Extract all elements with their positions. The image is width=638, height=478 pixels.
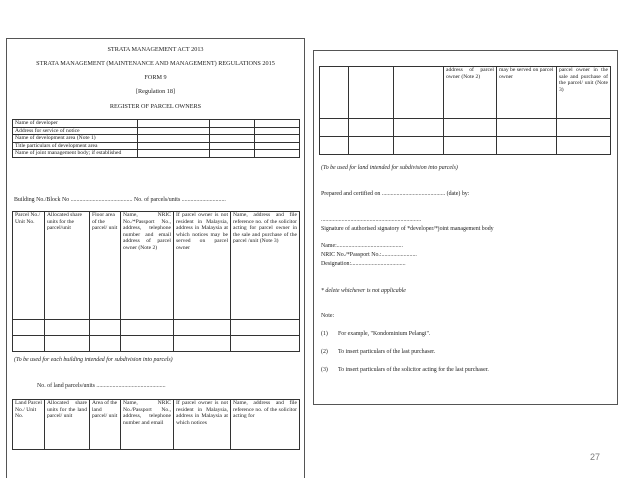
note-text: To insert particulars of the last purchaser. xyxy=(338,349,436,355)
left-document-page xyxy=(6,38,305,478)
header-cell: If parcel owner is not resident in Malaysia, address in Malaysia at which notices may be served on parcel owner xyxy=(174,212,231,320)
regulations-title: STRATA MANAGEMENT (MAINTENANCE AND MANAGEMENT) REGULATIONS 2015 xyxy=(36,60,275,67)
note-text: For example, "Kondominium Pelangi". xyxy=(338,331,431,337)
header-cell: Name, address and file reference no. of the solicitor acting for xyxy=(231,400,300,450)
field-value[interactable] xyxy=(210,142,255,150)
table-row xyxy=(13,135,300,143)
form-number: FORM 9 xyxy=(144,74,167,81)
table-cell[interactable] xyxy=(444,137,497,155)
header-cell: Area of the land parcel/ unit xyxy=(90,400,121,450)
table-header-row xyxy=(320,67,611,119)
header-cell: may be served on parcel owner xyxy=(497,67,557,119)
name-field-line: Name:............................................. xyxy=(321,243,403,249)
note-number: (3) xyxy=(321,367,328,373)
table-row xyxy=(13,142,300,150)
header-cell: If parcel owner is not resident in Malaysia, address in Malaysia at which notices xyxy=(174,400,231,450)
regulation-reference: [Regulation 18] xyxy=(135,88,175,95)
table-cell[interactable] xyxy=(90,336,121,352)
table-cell[interactable] xyxy=(13,336,45,352)
prepared-certified-line: Prepared and certified on ........................................... (date) by: xyxy=(321,191,470,197)
header-cell: Parcel No./ Unit No. xyxy=(13,212,45,320)
field-value[interactable] xyxy=(138,135,210,143)
table-cell[interactable] xyxy=(45,336,90,352)
table-cell[interactable] xyxy=(174,336,231,352)
field-value[interactable] xyxy=(255,127,300,135)
nric-field-line: NRIC No./*Passport No.:........................ xyxy=(321,252,417,258)
table-cell[interactable] xyxy=(320,137,349,155)
field-label: Address for service of notice xyxy=(13,127,138,135)
note-number: (2) xyxy=(321,349,328,355)
field-value[interactable] xyxy=(138,142,210,150)
header-cell xyxy=(320,67,349,119)
table-cell[interactable] xyxy=(320,119,349,137)
field-value[interactable] xyxy=(138,127,210,135)
signature-dotted-line: .................................................................... xyxy=(321,217,422,223)
note-heading: Note: xyxy=(321,313,335,319)
signature-label: Signature of authorised signatory of *developer/*joint management body xyxy=(321,226,494,232)
field-label: Title particulars of development area xyxy=(13,142,138,150)
field-value[interactable] xyxy=(210,135,255,143)
field-value[interactable] xyxy=(255,150,300,158)
table-cell[interactable] xyxy=(121,336,174,352)
delete-note: * delete whichever is not applicable xyxy=(321,288,406,294)
field-label: Name of developer xyxy=(13,120,138,128)
table-cell[interactable] xyxy=(557,119,611,137)
building-block-line: Building No./Block No .......................................... No. of parcels/units .............................. xyxy=(14,197,226,203)
field-value[interactable] xyxy=(210,120,255,128)
table-cell[interactable] xyxy=(394,137,444,155)
table-cell[interactable] xyxy=(231,320,300,336)
header-cell: Allocated share units for the land parcel/ unit xyxy=(45,400,90,450)
parcel-register-table xyxy=(12,211,300,352)
table-cell[interactable] xyxy=(45,320,90,336)
table-cell[interactable] xyxy=(557,137,611,155)
note-number: (1) xyxy=(321,331,328,337)
field-value[interactable] xyxy=(138,150,210,158)
table-row xyxy=(320,119,611,137)
field-value[interactable] xyxy=(210,127,255,135)
note-text: To insert particulars of the solicitor acting for the last purchaser. xyxy=(338,367,489,373)
table-row xyxy=(13,127,300,135)
header-cell: Name, NRIC No./Passport No., address, telephone number and email xyxy=(121,400,174,450)
header-cell: parcel owner in the sale and purchase of the parcel/ unit (Note 3) xyxy=(557,67,611,119)
table-cell[interactable] xyxy=(444,119,497,137)
land-usage-note: (To be used for land intended for subdivision into parcels) xyxy=(321,165,458,171)
field-label: Name of development area (Note 1) xyxy=(13,135,138,143)
header-cell: Allocated share units for the parcel/unit xyxy=(45,212,90,320)
designation-field-line: Designation:..................................... xyxy=(321,261,406,267)
slide-page-number: 27 xyxy=(589,452,600,462)
table-cell[interactable] xyxy=(349,137,394,155)
field-value[interactable] xyxy=(138,120,210,128)
right-document-page xyxy=(313,50,618,405)
register-title: REGISTER OF PARCEL OWNERS xyxy=(109,103,202,110)
field-label: Name of joint management body; if established xyxy=(13,150,138,158)
table-cell[interactable] xyxy=(394,119,444,137)
table-cell[interactable] xyxy=(349,119,394,137)
field-value[interactable] xyxy=(255,120,300,128)
field-value[interactable] xyxy=(255,142,300,150)
parcel-register-table-continued xyxy=(319,66,611,155)
table-cell[interactable] xyxy=(13,320,45,336)
table-cell[interactable] xyxy=(497,119,557,137)
header-cell xyxy=(394,67,444,119)
table-cell[interactable] xyxy=(90,320,121,336)
header-cell xyxy=(349,67,394,119)
table-header-row xyxy=(13,212,300,320)
field-value[interactable] xyxy=(210,150,255,158)
header-cell: Floor area of the parcel/ unit xyxy=(90,212,121,320)
table-row xyxy=(13,336,300,352)
table-header-row xyxy=(13,400,300,450)
land-parcel-table xyxy=(12,399,300,450)
act-title: STRATA MANAGEMENT ACT 2013 xyxy=(107,46,204,53)
header-cell: Name, NRIC No./*Passport No., address, telephone number and email address of parcel owner (Note 2) xyxy=(121,212,174,320)
table-cell[interactable] xyxy=(121,320,174,336)
field-value[interactable] xyxy=(255,135,300,143)
table-row xyxy=(13,320,300,336)
table-row xyxy=(320,137,611,155)
table-cell[interactable] xyxy=(497,137,557,155)
building-usage-note: (To be used for each building intended for subdivision into parcels) xyxy=(14,357,173,363)
table-row xyxy=(13,150,300,158)
table-cell[interactable] xyxy=(174,320,231,336)
developer-info-table xyxy=(12,119,300,158)
table-cell[interactable] xyxy=(231,336,300,352)
table-row xyxy=(13,120,300,128)
land-parcels-line: No. of land parcels/units ............................................... xyxy=(37,383,166,389)
header-cell: address of parcel owner (Note 2) xyxy=(444,67,497,119)
header-cell: Name, address and file reference no. of the solicitor acting for parcel owner in the sale and purchase of the parcel /unit (Note 3) xyxy=(231,212,300,320)
header-cell: Land Parcel No./ Unit No. xyxy=(13,400,45,450)
